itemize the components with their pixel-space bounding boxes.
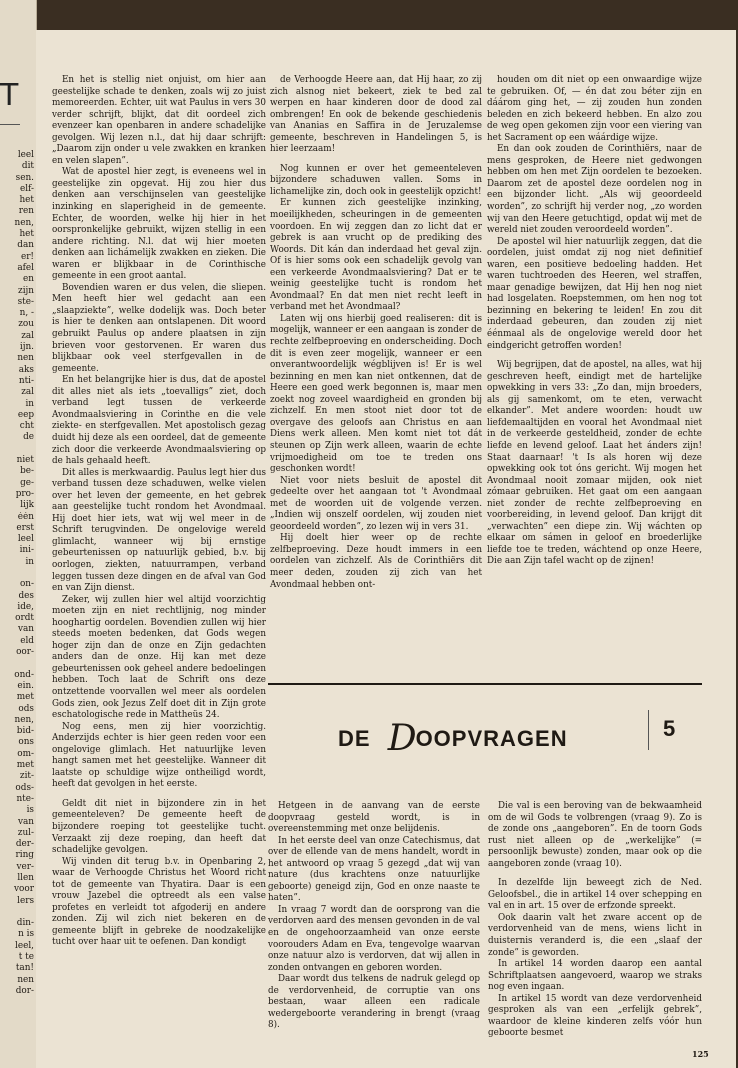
prev-page-fragment: des	[18, 590, 34, 601]
paragraph: Wij begrijpen, dat de apostel, na alles, wat hij geschreven heeft, eindigt met de hartelijke opwekking in vers 33: „Zo dan, mijn broeders, als gij samenkomt, om te eten, verwacht elkander”. Met andere woorden: houdt uw liefdemaaltijden en vooral het Avondmaal niet in de verkeerde gesteldheid, zonder de echte liefde en levend geloof. Laat het ánders zijn! Staat daarnaar! 't Is als horen wij deze opwekking ook tot óns gericht. Wij mogen het Avondmaal nooit zomaar mijden, ook niet zómaar gebruiken. Het gaat om een aangaan niet zonder de rechte zelfbeproeving en voorbereiding, in levend geloof. Dan krijgt dit „verwachten” een diepe zin. Wij wáchten op elkaar om sámen in geloof en broederlijke liefde toe te treden, wáchtend op onze Heere, Die aan Zijn tafel wacht op de zijnen!	[487, 360, 702, 567]
prev-page-fragment: ods-	[15, 782, 34, 793]
prev-page-fragment: de	[23, 432, 34, 443]
prev-page-fragment: elf-	[19, 183, 34, 194]
prev-page-fragment: erst	[16, 522, 34, 533]
article2-column-2	[488, 801, 702, 1040]
paragraph: Die val is een beroving van de bekwaamheid om de wil Gods te volbrengen (vraag 9). Zo is de zonde ons „aangeboren”. En de toorn Gods rust niet alleen op de „werkelijke” (= persoonlijk bewuste) zonden, maar ook op die aangeboren zonde (vraag 10).	[488, 801, 702, 869]
heading-prefix: DE	[338, 726, 371, 751]
heading-initial: D	[387, 718, 418, 759]
prev-page-fragment: nte-	[16, 793, 34, 804]
prev-page-fragment: bid-	[16, 726, 34, 737]
article-column-2	[270, 75, 482, 591]
prev-page-fragment: om-	[17, 748, 34, 759]
prev-page-fragment: zal	[21, 330, 34, 341]
paragraph: Dit alles is merkwaardig. Paulus legt hier dus verband tussen deze schaduwen, welke vielen over het leven der gemeente, en het gebrek aan geestelijke tucht rondom het Avondmaal. Hij doet hier iets, wat wij wel meer in de Schrift terugvinden. De ongelovige wereld glimlacht, wanneer wij bij ernstige gebeurtenissen op natuurlijk gebied, b.v. bij oorlogen, ziekten, natuurrampen, verband leggen tussen deze dingen en de afval van God en van Zijn dienst.	[52, 467, 266, 594]
prev-page-fragment: het	[19, 229, 34, 240]
prev-page-fragment: voor	[14, 884, 34, 895]
prev-page-fragment: be-	[20, 466, 34, 477]
prev-page-fragment: nen,	[14, 714, 34, 725]
prev-page-fragment: lijk	[20, 500, 34, 511]
prev-page-fragment: ge-	[20, 477, 34, 488]
prev-page-fragment: pro-	[15, 488, 34, 499]
paragraph: de Verhoogde Heere aan, dat Hij haar, zo zij zich alsnog niet bekeert, ziek te bed zal werpen en haar kinderen door de dood zal ombrengen! En ook de bekende geschiedenis van Ananias en Saffira in de Jeruzalemse gemeente, beschreven in Handelingen 5, is hier leerzaam!	[270, 75, 482, 155]
prev-page-fragment: din-	[16, 918, 34, 929]
paragraph: Zeker, wij zullen hier wel altijd voorzichtig moeten zijn en niet rechtlijnig, nog minder hooghartig oordelen. Bovendien zullen wij hier steeds moeten bedenken, dat Gods wegen hoger zijn dan de onze en Zijn gedachten anders dan de onze. Hij kan met deze gebeurtenissen ook geheel andere bedoelingen hebben. Toch laat de Schrift ons deze ontzettende voorvallen wel meer als oordelen Gods zien, ook Jezus Zelf doet dit in Zijn grote eschatologische rede in Mattheüs 24.	[52, 594, 266, 721]
prev-page-fragment: eep	[17, 409, 34, 420]
paragraph: Wat de apostel hier zegt, is eveneens wel in geestelijke zin opgevat. Hij zou hier dus denken aan verschijnselen van geestelijke inzinking en slaperigheid in de gemeente. Echter, de woorden, welke hij hier in het oorspronkelijke gebruikt, wijzen stellig in een andere richting. N.l. dat wij hier moeten denken aan lichámelijk zwakken en zieken. Die waren er blijkbaar in de Corinthische gemeente in een groot aantal.	[52, 167, 266, 282]
prev-page-fragment: met	[16, 692, 34, 703]
prev-page-fragment: in	[25, 398, 34, 409]
prev-page-fragment: en	[23, 274, 34, 285]
prev-page-fragment: ste-	[17, 296, 34, 307]
prev-page-fragment: ods	[18, 703, 34, 714]
paragraph: Ook daarin valt het zware accent op de verdorvenheid van de mens, wiens licht in duisternis veranderd is, die een „slaaf der zonde” is geworden.	[488, 912, 702, 958]
article2-column-1	[268, 801, 480, 1032]
prev-page-fragment: niet	[16, 455, 34, 466]
prev-page-fragment: ver-	[16, 861, 34, 872]
prev-page-fragment: leel,	[14, 940, 34, 951]
paragraph: Er kunnen zich geestelijke inzinking, moeilijkheden, scheuringen in de gemeenten voordoen. En wij zeggen dan zo licht dat er gebrek is aan vrucht op de prediking des Woords. Dit kán dan inderdaad het geval zijn. Of is hier soms ook een schadelijk gevolg van een verkeerde Avondmaalsviering? Dat er te weinig geestelijke tucht is rondom het Avondmaal? En dat men niet recht leeft in verband met het Avondmaal?	[270, 198, 482, 313]
prev-page-fragment: n, -	[19, 308, 34, 319]
page-number: 125	[692, 1049, 709, 1059]
prev-page-fragment: ring	[15, 850, 34, 861]
prev-page-fragment: dan	[17, 240, 34, 251]
prev-page-fragment: eld	[20, 635, 34, 646]
paragraph: Hij doelt hier weer op de rechte zelfbeproeving. Deze houdt immers in een oordelen van zichzelf. Als de Corinthiërs dit meer deden, zouden zij zich van het Avondmaal hebben ont-	[270, 533, 482, 590]
prev-page-fragment	[0, 907, 34, 918]
article-column-3	[487, 75, 702, 568]
paragraph: En het belangrijke hier is dus, dat de apostel dit alles niet als iets „toevalligs” ziet, doch verband legt tussen de verkeerde Avondmaalsviering in Corinthe en die vele ziekte- en sterfgevallen. Met apostolisch gezag duidt hij deze als een oordeel, dat de gemeente zich door die verkeerde Avondmaalsviering op de hals gehaald heeft.	[52, 375, 266, 467]
paragraph: De apostel wil hier natuurlijk zeggen, dat die oordelen, juist omdat zij nog niet definitief waren, een positieve bedoeling hadden. Het waren tuchtroeden des Heeren, wel straffen, maar genadige bewijzen, dat Hij hen nog niet had losgelaten. Roepstemmen, om hen nog tot bezinning en bekering te leiden! En zou dit inderdaad gebeuren, dan zouden zij niet éénmaal als de ongelovige wereld door het eindgericht getroffen worden!	[487, 236, 702, 351]
prev-page-fragments	[0, 150, 34, 997]
prev-page-fragment	[0, 444, 34, 455]
prev-page-fragment: zal	[21, 387, 34, 398]
prev-page-fragment: zou	[18, 319, 34, 330]
heading-rest: OOPVRAGEN	[415, 726, 568, 751]
prev-page-fragment: van	[17, 624, 34, 635]
prev-page-fragment: is	[26, 805, 34, 816]
paragraph: En dan ook zouden de Corinthiërs, naar de mens gesproken, de Heere niet gedwongen hebben om hen met Zijn oordelen te bezoeken. Daarom zet de apostel deze oordelen nog in een bijzonder licht. „Als wij geoordeeld worden”, zo schrijft hij verder nog, „zo worden wij van den Heere getuchtigd, opdat wij met de wereld niet zouden veroordeeld worden”.	[487, 144, 702, 236]
paragraph: Bovendien waren er dus velen, die sliepen. Men heeft hier wel gedacht aan een „slaapziekte”, welke dodelijk was. Doch beter is hier te denken aan ontslapenen. Dit woord gebruikt Paulus op andere plaatsen in zijn brieven voor gestorvenen. Er waren dus blijkbaar ook veel sterfgevallen in de gemeente.	[52, 282, 266, 374]
section-heading	[268, 692, 702, 762]
paragraph: In artikel 14 worden daarop een aantal Schriftplaatsen aangevoerd, waarop we straks nog even ingaan.	[488, 959, 702, 993]
paragraph: Nog eens, men zij hier voorzichtig. Anderzijds echter is hier geen reden voor een ongelovige glimlach. Het natuurlijke leven hangt samen met het geestelijke. Wanneer dit laatste op schuldige wijze ontheiligd wordt, heeft dat gevolgen in het eerste.	[52, 721, 266, 790]
paragraph: In het eerste deel van onze Catechismus, dat over de ellende van de mens handelt, wordt in het antwoord op vraag 5 gezegd „dat wij van nature (dus krachtens onze natuurlijke geboorte) geneigd zijn, God en onze naaste te haten”.	[268, 835, 480, 904]
prev-page-fragment: er!	[20, 251, 34, 262]
section-divider	[268, 683, 702, 685]
paragraph: Geldt dit niet in bijzondere zin in het gemeenteleven? De gemeente heeft de bijzondere roeping tot geestelijke tucht. Verzaakt zij deze roeping, dan heeft dat schadelijke gevolgen.	[52, 798, 266, 856]
prev-page-fragment: afel	[17, 262, 34, 273]
prev-page-fragment: nen	[17, 974, 34, 985]
paragraph: houden om dit niet op een onwaardige wijze te gebruiken. Of, — én dat zou béter zijn en dáárom ging het, — zij zouden hun zonden beleden en zich bekeerd hebben. En alzo zou de weg open gekomen zijn voor een viering van het Sacrament op een wáárdige wijze.	[487, 75, 702, 143]
prev-page-fragment: cht	[19, 421, 34, 432]
prev-page-fragment: der-	[15, 839, 34, 850]
prev-page-fragment: aks	[18, 364, 34, 375]
prev-page-fragment: met	[16, 760, 34, 771]
prev-page-fragment: ein.	[17, 680, 34, 691]
prev-page-fragment: ond-	[14, 669, 34, 680]
prev-page-fragment: ordt	[15, 613, 34, 624]
prev-page-fragment: ons	[18, 737, 34, 748]
prev-page-fragment: ide,	[17, 601, 34, 612]
paragraph: Laten wij ons hierbij goed realiseren: dit is mogelijk, wanneer er een aangaan is zonder de rechte zelfbeproeving en onderscheiding. Doch dit is even zeer mogelijk, wanneer er een onverantwoordelijk wégblijven is! Er is wel bezinning en men kan niet ontkennen, dat de Heere een goed werk begonnen is, maar men zoekt nog zoveel waardigheid en gronden bij zichzelf. En men stoot niet door tot de overgave des geloofs aan Christus en aan Diens werk alleen. Men komt niet tot dát steunen op Zijn werk alleen, waarin de echte vrijmoedigheid om toe te treden ons geschonken wordt!	[270, 313, 482, 475]
prev-page-fragment: van	[17, 816, 34, 827]
paragraph: In vraag 7 wordt dan de oorsprong van die verdorven aard des mensen gevonden in de val en de ongehoorzaamheid van onze eerste voorouders Adam en Eva, tengevolge waarvan onze natuur alzo is verdorven, dat wij allen in zonden ontvangen en geboren worden.	[268, 904, 480, 973]
prev-page-fragment: zijn	[18, 285, 34, 296]
prev-page-fragment: nti-	[18, 375, 34, 386]
paragraph: Niet voor niets besluit de apostel dit gedeelte over het aangaan tot 't Avondmaal met de woorden uit de volgende verzen. „Indien wij onszelf oordelen, wij zouden niet geoordeeld worden”, zo lezen wij in vers 31.	[270, 475, 482, 532]
prev-page-fragment: ijn.	[19, 342, 34, 353]
heading-title	[338, 714, 568, 759]
prev-page-fragment: in	[25, 556, 34, 567]
prev-page-fragment: dor-	[15, 985, 34, 996]
paragraph: In artikel 15 wordt van deze verdorvenheid gesproken als van een „erfelijk gebrek”, waardoor de kleine kinderen zelfs vóór hun geboorte besmet	[488, 993, 702, 1039]
prev-page-fragment: llen	[17, 873, 34, 883]
heading-separator	[648, 710, 649, 750]
prev-page-fragment: zul-	[17, 827, 34, 838]
prev-page-letter: T	[0, 78, 19, 113]
prev-page-fragment: ren	[18, 206, 34, 217]
prev-page-fragment: één	[17, 511, 34, 522]
prev-page-rule	[0, 124, 20, 125]
prev-page-fragment: nen	[17, 353, 34, 364]
prev-page-fragment: n is	[18, 929, 34, 940]
prev-page-fragment: tan!	[15, 963, 34, 974]
prev-page-fragment: het	[19, 195, 34, 206]
prev-page-fragment: zit-	[19, 771, 34, 782]
previous-page-edge	[0, 0, 37, 1068]
article-column-1	[52, 75, 266, 949]
prev-page-fragment: oor-	[16, 647, 34, 658]
prev-page-fragment: lers	[17, 895, 34, 906]
paragraph: En het is stellig niet onjuist, om hier aan geestelijke schade te denken, zoals wij zo juist memoreerden. Echter, uit wat Paulus in vers 30 verder schrijft, blijkt, dat dit oordeel zich evenzeer kan openbaren in andere schadelijke gevolgen. Wij lezen n.l., dat hij daar schrijft: „Daarom zijn onder u vele zwakken en kranken en velen slapen”.	[52, 75, 266, 166]
heading-number: 5	[663, 716, 676, 741]
prev-page-fragment: on-	[19, 579, 34, 590]
prev-page-fragment: leel	[17, 534, 34, 545]
prev-page-fragment: ini-	[19, 545, 34, 556]
paragraph: Hetgeen in de aanvang van de eerste doopvraag gesteld wordt, is in overeenstemming met onze belijdenis.	[268, 801, 480, 835]
prev-page-fragment	[0, 568, 34, 579]
prev-page-fragment: dit	[21, 161, 34, 172]
prev-page-fragment: sen.	[15, 172, 34, 183]
prev-page-fragment: nen,	[14, 217, 34, 228]
prev-page-fragment	[0, 658, 34, 669]
magazine-page	[36, 30, 736, 1068]
prev-page-fragment: leel	[17, 150, 34, 160]
prev-page-fragment: t te	[18, 952, 34, 963]
paragraph: Wij vinden dit terug b.v. in Openbaring 2, waar de Verhoogde Christus het Woord richt tot de gemeente van Thyatira. Daar is een vrouw Jazebel die optreedt als een valse profetes en verleidt tot afgoderij en andere zonden. Zij wil zich niet bekeren en de gemeente blijft in gebreke de noodzakelijke tucht over haar uit te oefenen. Dan kondigt	[52, 856, 266, 948]
paragraph: Daar wordt dus telkens de nadruk gelegd op de verdorvenheid, de corruptie van ons bestaan, waar alleen een radicale wedergeboorte verandering in brengt (vraag 8).	[268, 974, 480, 1031]
paragraph: Nog kunnen er over het gemeenteleven bijzondere schaduwen vallen. Soms in lichamelijke zin, doch ook in geestelijk opzicht!	[270, 163, 482, 197]
paragraph: In dezelfde lijn beweegt zich de Ned. Geloofsbel., die in artikel 14 over schepping en val en in art. 15 over de erfzonde spreekt.	[488, 878, 702, 912]
